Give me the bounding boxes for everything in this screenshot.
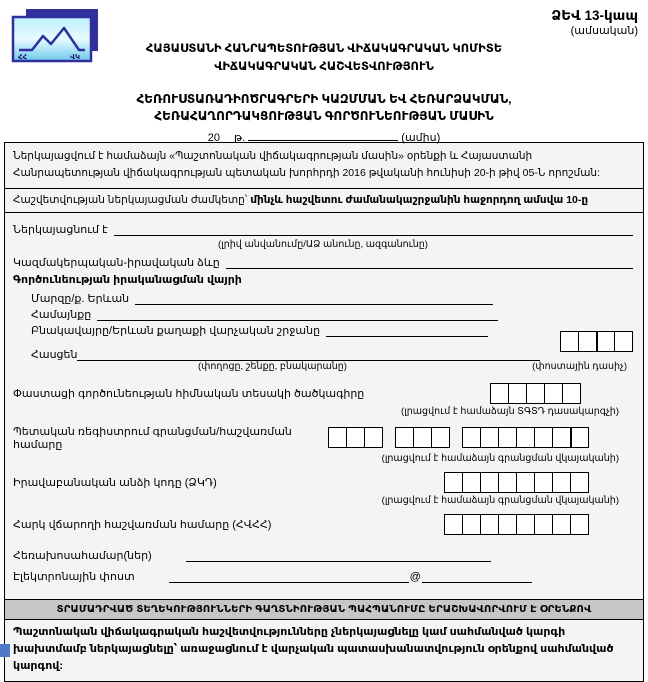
date-month-hint: (ամիս) bbox=[401, 131, 441, 144]
legal-basis-notice: Ներկայացվում է համաձայն «Պաշտոնական վիճակագրության մասին» օրենքի և Հայաստանի Հանրապետության վիճակագրության պետական խորհրդի 2016 թվականի հունիսի 20-ի թիվ 05-Ն որոշման: bbox=[5, 143, 643, 189]
phone-input-line[interactable] bbox=[186, 549, 491, 562]
digit-box[interactable] bbox=[480, 427, 499, 448]
digit-box[interactable] bbox=[570, 514, 589, 535]
form-header bbox=[0, 0, 648, 142]
deadline-notice bbox=[5, 189, 643, 213]
community-label: Համայնքը bbox=[31, 308, 92, 321]
legal-form-row bbox=[13, 256, 633, 269]
presented-by-label: Ներկայացնում է bbox=[13, 223, 108, 236]
digit-box[interactable] bbox=[516, 427, 535, 448]
date-year-prefix: 20 bbox=[207, 131, 220, 144]
digit-box[interactable] bbox=[534, 427, 553, 448]
digit-box[interactable] bbox=[462, 472, 481, 493]
digit-box[interactable] bbox=[544, 383, 563, 404]
legal-form-label: Կազմակերպական-իրավական ձևը bbox=[13, 256, 220, 269]
contact-section bbox=[13, 549, 633, 583]
digit-box[interactable] bbox=[562, 383, 581, 404]
legal-entity-code-boxes bbox=[444, 472, 589, 493]
deadline-bold: մինչև հաշվետու ժամանակաշրջանին հաջորդող ամսվա 10-ը bbox=[250, 193, 589, 206]
liability-warning: Պաշտոնական վիճակագրական հաշվետվությունները չներկայացնելը կամ սահմանված կարգի խախտմամբ ներկայացնելը՝ առաջացնում է վարչական պատասխանատվություն օրենքով սահմանված կարգով: bbox=[5, 620, 643, 681]
presented-by-row bbox=[13, 223, 633, 236]
digit-box[interactable] bbox=[534, 514, 553, 535]
confidentiality-bar: ՏՐԱՄԱԴՐՎԱԾ ՏԵՂԵԿՈՒԹՅՈՒՆՆԵՐԻ ԳԱՂՏՆԻՈՒԹՅԱՆ ՊԱՀՊԱՆՈՒՄԸ ԵՐԱՇԽԱՎՈՐՎՈՒՄ Է ՕՐԵՆՔՈՎ bbox=[5, 600, 643, 620]
digit-box[interactable] bbox=[526, 383, 545, 404]
digit-box[interactable] bbox=[431, 427, 450, 448]
state-register-boxes-group2 bbox=[395, 427, 450, 448]
activity-code-row bbox=[13, 383, 633, 404]
digit-box[interactable] bbox=[508, 383, 527, 404]
email-at-sign: @ bbox=[409, 570, 421, 583]
digit-box[interactable] bbox=[462, 427, 481, 448]
state-register-label: Պետական ռեգիստրում գրանցման/հաշվառման համարը bbox=[13, 425, 292, 451]
digit-box[interactable] bbox=[552, 514, 571, 535]
report-date-line bbox=[0, 130, 648, 144]
activity-code-boxes bbox=[490, 383, 581, 404]
chart-logo-icon bbox=[10, 8, 102, 64]
digit-box[interactable] bbox=[570, 427, 589, 448]
digit-box[interactable] bbox=[516, 514, 535, 535]
digit-box[interactable] bbox=[534, 472, 553, 493]
digit-box[interactable] bbox=[498, 427, 517, 448]
phone-label: Հեռախոսահամար(ներ) bbox=[13, 549, 152, 562]
corner-artifact bbox=[0, 644, 10, 657]
taxpayer-id-label: Հարկ վճարողի հաշվառման համարը (ՀՎՀՀ) bbox=[13, 518, 272, 531]
postal-code-boxes bbox=[560, 331, 633, 352]
digit-box[interactable] bbox=[570, 472, 589, 493]
presented-by-input-line[interactable] bbox=[114, 223, 633, 236]
digit-box[interactable] bbox=[614, 331, 633, 352]
region-label: Մարզը/ք. Երևան bbox=[31, 292, 130, 305]
org-name-line1: ՀԱՅԱՍՏԱՆԻ ՀԱՆՐԱՊԵՏՈՒԹՅԱՆ ՎԻՃԱԿԱԳՐԱԿԱՆ ԿՈՄԻՏԵ bbox=[145, 43, 503, 55]
digit-box[interactable] bbox=[498, 514, 517, 535]
digit-box[interactable] bbox=[413, 427, 432, 448]
form-periodicity: (ամսական) bbox=[570, 25, 638, 37]
region-row bbox=[13, 292, 633, 305]
digit-box[interactable] bbox=[596, 331, 615, 352]
org-name-line2: ՎԻՃԱԿԱԳՐԱԿԱՆ ՀԱՇՎԵՏՎՈՒԹՅՈՒՆ bbox=[214, 61, 434, 74]
region-input-line[interactable] bbox=[135, 292, 493, 305]
logo-text-left: ՀՀ bbox=[18, 54, 28, 61]
email-local-input-line[interactable] bbox=[169, 570, 409, 583]
digit-box[interactable] bbox=[462, 514, 481, 535]
form-code: ՁԵՎ 13-կապ bbox=[551, 8, 638, 23]
digit-box[interactable] bbox=[346, 427, 365, 448]
activity-code-hint: (լրացվում է համաձայն ՏԳՏԴ դասակարգչի) bbox=[401, 405, 619, 417]
email-label: Էլեկտրոնային փոստ bbox=[13, 570, 135, 583]
digit-box[interactable] bbox=[480, 472, 499, 493]
state-register-row bbox=[13, 425, 633, 451]
presented-by-hint: (լրիվ անվանումը/ԱՁ անունը, ազգանունը) bbox=[218, 238, 428, 250]
requisites-section bbox=[5, 213, 643, 600]
legal-entity-code-row bbox=[13, 472, 633, 493]
armstat-logo bbox=[10, 8, 102, 64]
form-sheet bbox=[4, 142, 644, 682]
address-label: Հասցեն bbox=[31, 348, 78, 361]
month-input-line[interactable] bbox=[248, 130, 398, 141]
state-register-boxes-group1 bbox=[328, 427, 383, 448]
digit-box[interactable] bbox=[552, 472, 571, 493]
community-input-line[interactable] bbox=[97, 308, 498, 321]
digit-box[interactable] bbox=[480, 514, 499, 535]
legal-form-input-line[interactable] bbox=[226, 256, 633, 269]
address-hint: (փողոցը, շենքը, բնակարանը) bbox=[198, 360, 347, 372]
settlement-row bbox=[13, 324, 633, 337]
address-hints-row bbox=[13, 361, 633, 375]
activity-location-heading: Գործունեության իրականացման վայրի bbox=[13, 273, 242, 286]
digit-box[interactable] bbox=[578, 331, 597, 352]
email-row bbox=[13, 570, 633, 583]
email-domain-input-line[interactable] bbox=[422, 570, 532, 583]
settlement-input-line[interactable] bbox=[326, 324, 488, 337]
digit-box[interactable] bbox=[498, 472, 517, 493]
postal-code-hint: (փոստային դասիչ) bbox=[532, 360, 627, 372]
logo-text-right: ՎԿ bbox=[70, 54, 80, 61]
digit-box[interactable] bbox=[395, 427, 414, 448]
legal-entity-code-hint: (լրացվում է համաձայն գրանցման վկայականի) bbox=[381, 494, 619, 506]
digit-box[interactable] bbox=[516, 472, 535, 493]
digit-box[interactable] bbox=[444, 514, 463, 535]
digit-box[interactable] bbox=[328, 427, 347, 448]
deadline-prefix: Հաշվետվության ներկայացման ժամկետը՝ bbox=[13, 193, 251, 206]
date-year-suffix: թ. bbox=[233, 131, 246, 144]
activity-code-label: Փաստացի գործունեության հիմնական տեսակի ծածկագիրը bbox=[13, 387, 365, 400]
digit-box[interactable] bbox=[444, 472, 463, 493]
community-row bbox=[13, 308, 633, 321]
report-title-line2: ՀԵՌԱՀԱՂՈՐԴԱԿՑՈՒԹՅԱՆ ԳՈՐԾՈՒՆԵՈՒԹՅԱՆ ՄԱՍԻՆ bbox=[154, 109, 494, 124]
state-register-boxes-group3 bbox=[462, 427, 589, 448]
taxpayer-id-boxes bbox=[444, 514, 589, 535]
form-code-block bbox=[551, 8, 638, 37]
settlement-label: Բնակավայրը/Երևան քաղաքի վարչական շրջանը bbox=[31, 324, 321, 337]
digit-box[interactable] bbox=[490, 383, 509, 404]
digit-box[interactable] bbox=[560, 331, 579, 352]
state-register-hint: (լրացվում է համաձայն գրանցման վկայականի) bbox=[381, 452, 619, 464]
legal-entity-code-label: Իրավաբանական անձի կոդը (ՁԿԴ) bbox=[13, 476, 217, 489]
digit-box[interactable] bbox=[552, 427, 571, 448]
digit-box[interactable] bbox=[364, 427, 383, 448]
address-row bbox=[13, 340, 633, 361]
report-title-line1: ՀԵՌՈՒՍՏԱՌԱԴԻՈԾՐԱԳՐԵՐԻ ԿԱԶՄՄԱՆ ԵՎ ՀԵՌԱՐՁԱԿՄԱՆ, bbox=[136, 91, 512, 106]
phone-row bbox=[13, 549, 633, 562]
address-input-line[interactable] bbox=[77, 348, 540, 361]
taxpayer-id-row bbox=[13, 514, 633, 535]
